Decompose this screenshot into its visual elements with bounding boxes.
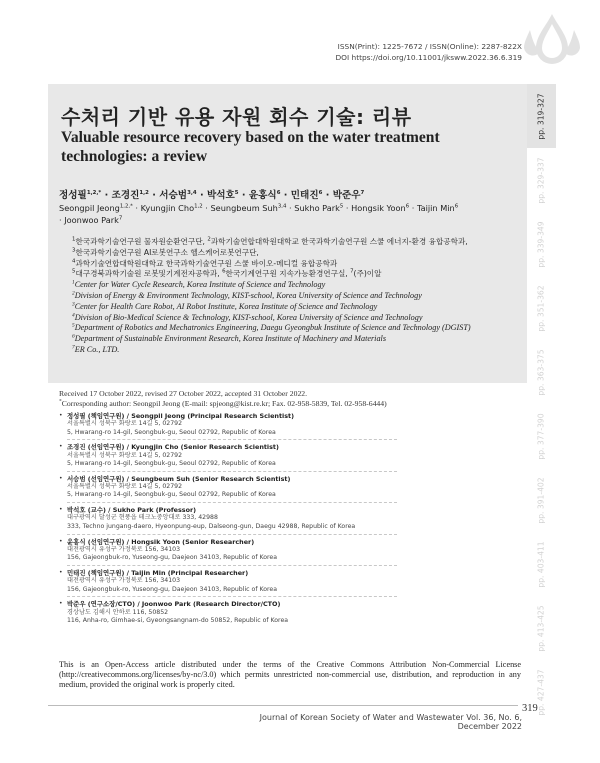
author-contact [59,569,499,594]
author-contact [59,506,499,531]
author-affiliation-marker: 6 [276,189,281,196]
bullet-icon: • [59,600,63,608]
affiliation-marker: 7 [350,268,354,275]
author-affiliation-marker: 7 [118,215,123,222]
contact-separator [67,534,397,535]
sidebar-page-range-label: pp. 351-362 [537,284,547,332]
affiliation-line-korean [72,248,522,259]
affiliation-text: 한국과학기술연구원 AI로봇연구소 헬스케어로봇연구단, [75,247,259,257]
author-affiliation-marker: 6 [454,203,459,210]
affiliation-marker: 7 [72,344,75,351]
sidebar-page-range [527,212,556,276]
journal-footer: Journal of Korean Society of Water and Wastewater Vol. 36, No. 6, December 2022 [259,713,522,731]
contact-address-english: 116, Anha-ro, Gimhae-si, Gyeongsangnam-do 50852, Republic of Korea [67,616,289,624]
affiliation-line-english [72,323,522,334]
contact-heading: 조경진 (선임연구원) / Kyungjin Cho (Senior Research Scientist) [67,443,279,452]
affiliation-text: 과학기술연합대학원대학교 한국과학기술연구원 스쿨 에너지-환경 융합공학과, [210,237,468,246]
korean-author-list: 정성필$^{1,2,*}$ · 조경진$^{1,2}$ · 서승범$^{3,4}$ · 박석호$^5$ · 윤홍식$^6$ · 민태진$^6$ · 박준우$^7$ [59,189,365,201]
author-contact [59,412,499,437]
sidebar-page-range [527,596,556,660]
affiliation-text: 한국기계연구원 지속가능환경연구실, [225,269,351,279]
affiliation-text: ER Co., LTD. [74,344,120,354]
author-affiliation-marker: 1,2,* [119,203,133,210]
author-name: Joonwoo Park [64,215,119,225]
doi-text: DOI https://doi.org/10.11001/jksww.2022.36.6.319 [335,53,522,62]
sidebar-page-range [527,404,556,468]
sidebar-page-range-label: pp. 377-390 [537,412,547,460]
contact-separator [67,565,397,566]
affiliation-marker: 5 [72,322,75,329]
contact-heading: 정성필 (책임연구원) / Seongpil Jeong (Principal Research Scientist) [67,412,295,420]
issn-text: ISSN(Print): 1225-7672 / ISSN(Online): 2287-822X [337,42,522,51]
affiliation-line-korean [72,269,522,280]
bullet-icon: • [59,568,63,576]
korean-title: 수처리 기반 유용 자원 회수 기술: 리뷰 [61,105,412,129]
affiliation-text: Center for Water Cycle Research, Korea Institute of Science and Technology [74,280,326,290]
author-name: 박석호 [206,190,235,201]
sidebar-page-range [527,468,556,532]
author-affiliation-marker: 1,2 [139,189,149,196]
affiliation-marker: 2 [72,290,75,297]
sidebar-page-range-label: pp. 391-402 [537,476,547,524]
author-contact [59,600,499,625]
author-name: Seungbeum Suh [210,203,278,213]
contact-address-korean: 경상남도 김해시 안하로 116, 50852 [67,608,169,616]
contact-address-korean: 대전광역시 유성구 가정북로 156, 34103 [67,545,181,553]
affiliation-text: Division of Energy & Environment Technology, KIST-school, Korea University of Science and Technology [74,290,422,300]
bullet-icon: • [59,412,63,419]
contact-address-english: 5, Hwarang-ro 14-gil, Seongbuk-gu, Seoul 02792, Republic of Korea [67,428,276,436]
affiliation-text: Department of Robotics and Mechatronics Engineering, Daegu Gyeongbuk Institute of Science and Technology (DGIST) [74,323,471,333]
sidebar-page-range-label: pp. 403-411 [537,540,547,588]
affiliation-text: 과학기술연합대학원대학교 한국과학기술연구원 스쿨 바이오-메디컬 융합공학과 [75,258,338,268]
affiliation-text: 대구경북과학기술원 로봇및기계전자공학과, [75,269,223,279]
license-notice: This is an Open-Access article distributed under the terms of the Creative Commons Attribution Non-Commercial License (http://creativecommons.org/licenses/by-nc/3.0) which permits unrestricted non-commercial use, distribution, and reproduction in any medium, provided the original work is properly cited. [59,660,521,689]
contact-address-korean: 서울특별시 성북구 화랑로 14길 5, 02792 [67,420,183,428]
contact-address-english: 333, Techno jungang-daero, Hyeonpung-eup, Dalseong-gun, Daegu 42988, Republic of Korea [67,522,356,530]
page-number: 319 [522,703,538,714]
sidebar-page-range-label: pp. 329-337 [537,156,547,204]
affiliation-marker: 2 [207,236,211,243]
contact-address-korean: 대구광역시 달성군 현풍읍 테크노중앙대로 333, 42988 [67,514,218,522]
author-affiliation-marker: 6 [318,189,323,196]
author-name: Seongpil Jeong [59,203,120,213]
sidebar-page-range [527,532,556,596]
corresponding-text: Corresponding author: Seongpil Jeong (E-mail: spjeong@kist.re.kr; Fax. 02-958-5839, Tel. 02-958-6444) [61,399,387,408]
affiliation-marker: 3 [72,301,75,308]
affiliation-marker: 6 [222,268,226,275]
sidebar-page-range [527,84,556,148]
affiliation-line-english [72,334,522,345]
affiliation-marker: 1 [72,279,75,286]
sidebar-page-range [527,276,556,340]
contact-address-korean: 서울특별시 성북구 화랑로 14길 5, 02792 [67,451,183,459]
sidebar-page-range-label: pp. 319-327 [537,92,547,140]
author-name: Sukho Park [294,203,340,213]
affiliation-line-english [72,313,522,324]
sidebar-page-range-label: pp. 413-425 [537,604,547,652]
received-dates: Received 17 October 2022, revised 27 October 2022, accepted 31 October 2022. [59,389,308,398]
author-contact [59,475,499,500]
affiliation-marker: 3 [72,247,76,254]
author-affiliation-marker: 7 [360,189,365,196]
contact-heading: 민태진 (책임연구원) / Taijin Min (Principal Researcher) [67,568,249,577]
affiliation-marker: 6 [72,333,75,340]
affiliation-line-korean [72,237,522,248]
author-name: Hongsik Yoon [351,203,406,213]
contact-separator [67,471,397,472]
english-author-list: Seongpil Jeong$^{1,2,*}$ · Kyungjin Cho$^{1,2}$ · Seungbeum Suh$^{3,4}$ · Sukho Park$^5$ · Hongsik Yoon$^6$ · Taijin Min$^6$ · Joonwoo Park$^7$ [59,203,459,225]
author-name: 정성필 [59,190,87,201]
affiliation-text: (주)이알 [353,269,382,279]
contact-heading: 박석호 (교수) / Sukho Park (Professor) [67,506,197,515]
issue-page-index [527,84,556,716]
author-name: 윤홍식 [248,190,277,201]
author-affiliation-marker: 5 [234,189,239,196]
author-affiliation-marker: 5 [339,203,344,210]
affiliation-marker: 4 [72,311,75,318]
affiliation-line-english [72,280,522,291]
author-name: 민태진 [290,190,319,201]
author-name: 조경진 [111,190,140,201]
contact-separator [67,439,397,440]
contact-address-english: 156, Gajeongbuk-ro, Yuseong-gu, Daejeon 34103, Republic of Korea [67,585,278,593]
affiliation-line-english [72,302,522,313]
affiliation-marker: 1 [72,236,76,243]
bullet-icon: • [59,506,63,514]
author-affiliation-marker: 1,2,* [86,189,102,196]
sidebar-page-range-label: pp. 363-375 [537,348,547,396]
contact-address-korean: 서울특별시 성북구 화랑로 14길 5, 02792 [67,483,183,491]
contact-address-english: 5, Hwarang-ro 14-gil, Seongbuk-gu, Seoul 02792, Republic of Korea [67,491,276,499]
author-name: 박준우 [332,190,361,201]
issn-doi [300,41,522,63]
sidebar-page-range [527,148,556,212]
author-contact [59,443,499,468]
bullet-icon: • [59,537,63,545]
affiliation-line-korean [72,259,522,270]
affiliation-marker: 5 [72,268,76,275]
water-drop-logo [522,10,582,70]
received-block [59,389,499,409]
sidebar-page-range-label: pp. 427-437 [537,668,547,716]
corresponding-marker: * [59,398,62,405]
author-name: Taijin Min [416,203,455,213]
bullet-icon: • [59,443,63,451]
sidebar-page-range [527,340,556,404]
contact-address-korean: 대전광역시 유성구 가정북로 156, 34103 [67,577,181,585]
sidebar-page-range-label: pp. 339-349 [537,220,547,268]
author-name: Kyungjin Cho [140,203,195,213]
author-affiliation-marker: 3,4 [187,189,197,196]
affiliation-line-english [72,345,522,356]
corresponding-author [59,399,499,409]
author-affiliation-marker: 6 [405,203,410,210]
contact-separator [67,596,397,597]
affiliations [72,237,522,356]
affiliation-line-english [72,291,522,302]
contact-address-english: 5, Hwarang-ro 14-gil, Seongbuk-gu, Seoul 02792, Republic of Korea [67,459,276,467]
affiliation-text: Division of Bio-Medical Science & Technology, KIST-school, Korea University of Science and Technology [74,312,423,322]
author-affiliation-marker: 3,4 [277,203,287,210]
author-contact-list [59,412,499,625]
affiliation-text: Department of Sustainable Environment Research, Korea Institute of Machinery and Materials [74,334,387,344]
footer-rule [48,705,518,706]
author-name: 서승범 [159,190,188,201]
author-affiliation-marker: 1,2 [194,203,203,210]
contact-separator [67,502,397,503]
sidebar-page-range [527,660,556,724]
bullet-icon: • [59,474,63,482]
contact-heading: 윤홍식 (선임연구원) / Hongsik Yoon (Senior Researcher) [67,537,255,546]
affiliation-text: 한국과학기술연구원 물자원순환연구단, [75,237,208,246]
author-contact [59,538,499,563]
english-title: Valuable resource recovery based on the water treatment technologies: a review [61,129,440,165]
contact-heading: 박준우 (연구소장/CTO) / Joonwoo Park (Research Director/CTO) [67,600,281,609]
contact-address-english: 156, Gajeongbuk-ro, Yuseong-gu, Daejeon 34103, Republic of Korea [67,554,278,562]
affiliation-marker: 4 [72,258,76,265]
affiliation-text: Center for Health Care Robot, AI Robot Institute, Korea Institute of Science and Technology [74,301,378,311]
contact-heading: 서승범 (선임연구원) / Seungbeum Suh (Senior Research Scientist) [67,474,291,483]
